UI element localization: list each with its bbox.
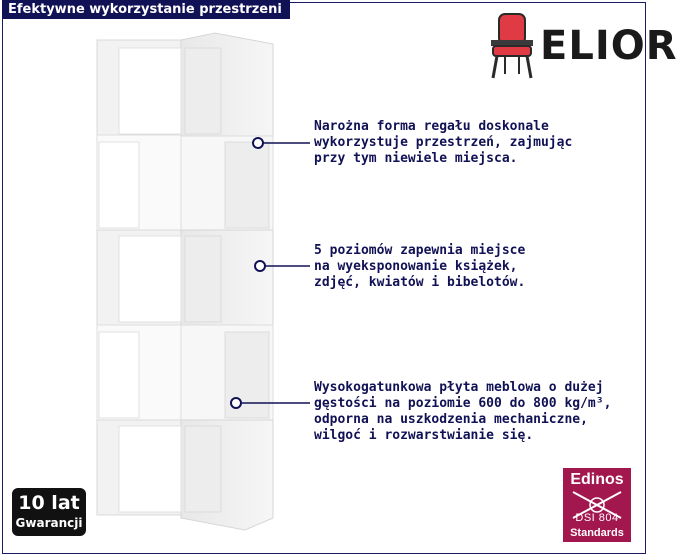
feature-line: Wysokogatunkowa płyta meblowa o dużej (314, 380, 604, 395)
edinos-label: Standards (570, 527, 624, 539)
callout-marker-2 (255, 261, 310, 271)
feature-line: wykorzystuje przestrzeń, zajmując (314, 135, 573, 150)
brand-name: ELIOR (540, 23, 678, 69)
callout-marker-3 (231, 398, 310, 408)
warranty-years: 10 lat (18, 492, 80, 514)
feature-line: 5 poziomów zapewnia miejsce (314, 243, 526, 258)
feature-line: odporna na uszkodzenia mechaniczne, (314, 412, 588, 427)
feature-callout-2 (314, 243, 525, 291)
feature-line: przy tym niewiele miejsca. (314, 151, 518, 166)
feature-line: zdjęć, kwiatów i bibelotów. (314, 275, 526, 290)
edinos-name: Edinos (570, 471, 624, 488)
warranty-badge (12, 488, 86, 536)
callout-marker-1 (253, 138, 310, 148)
warranty-label: Gwarancji (15, 516, 83, 530)
feature-callout-3 (314, 380, 611, 444)
edinos-badge (563, 468, 631, 542)
feature-line: gęstości na poziomie 600 do 800 kg/m³, (314, 396, 612, 411)
feature-line: na wyeksponowanie książek, (314, 259, 518, 274)
feature-line: wilgoć i rozwarstwianie się. (314, 428, 534, 443)
page-title: Efektywne wykorzystanie przestrzeni (2, 0, 290, 19)
feature-line: Narożna forma regału doskonale (314, 119, 549, 134)
edinos-code: DSI 804 (575, 512, 619, 524)
feature-callout-1 (314, 119, 572, 167)
